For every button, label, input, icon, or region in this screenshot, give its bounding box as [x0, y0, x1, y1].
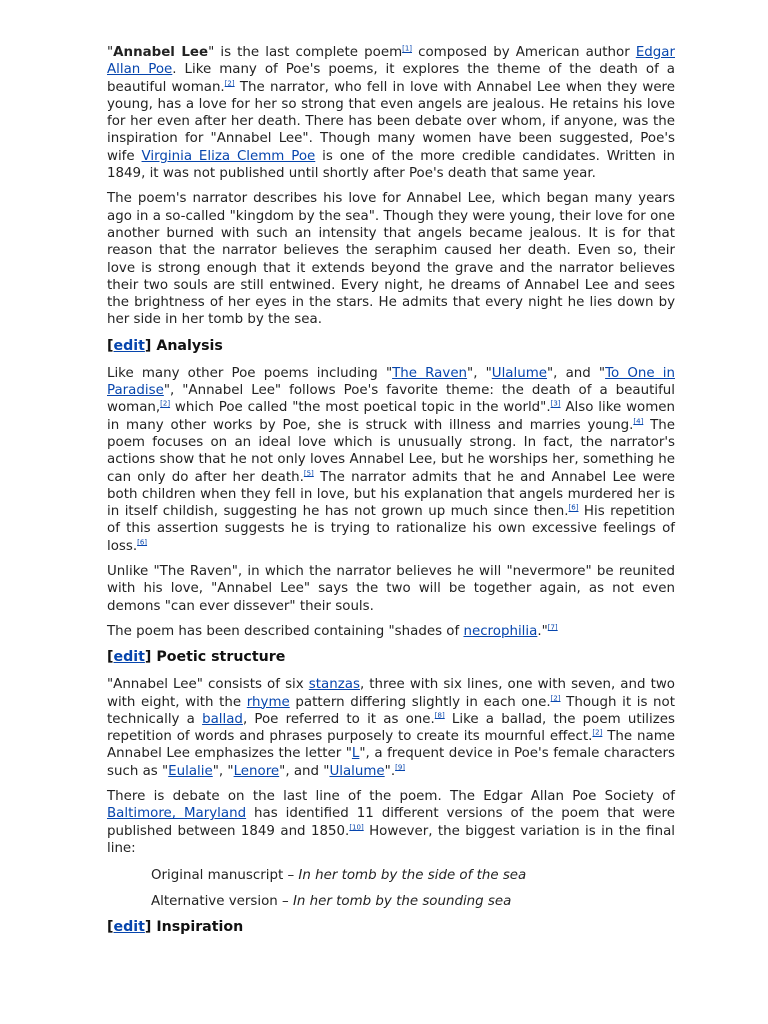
- link-edgar-allan-poe[interactable]: Edgar Allan Poe: [107, 45, 675, 78]
- link-the-raven[interactable]: The Raven: [392, 365, 468, 381]
- link-ulalume[interactable]: Ulalume: [329, 763, 385, 779]
- text: There is debate on the last line of the poem. The Edgar Allan Poe Society of: [107, 788, 675, 804]
- citation-4[interactable]: [633, 417, 643, 425]
- citation-1[interactable]: [402, 45, 412, 53]
- section-title: Inspiration: [151, 919, 244, 936]
- necrophilia-paragraph: [107, 623, 675, 640]
- citation-5[interactable]: [304, 469, 314, 477]
- citation-8[interactable]: [435, 711, 445, 719]
- text: The name Annabel Lee emphasizes the letter ": [107, 729, 675, 762]
- text: pattern differing slightly in each one.: [289, 694, 551, 710]
- text: ", and ": [279, 763, 330, 779]
- citation-9[interactable]: [395, 763, 405, 771]
- text: ", "Annabel Lee" follows Poe's favorite theme: the death of a beautiful woman,: [107, 383, 675, 416]
- analysis-paragraph: [107, 365, 675, 555]
- text: .": [537, 623, 548, 639]
- citation-link[interactable]: [2]: [550, 694, 561, 703]
- text: , three with six lines, one with seven, and two with eight, with the: [107, 677, 675, 710]
- text: ", and ": [547, 365, 606, 381]
- quote-label: Alternative version –: [151, 894, 293, 910]
- section-heading-poetic-structure: [107, 648, 675, 666]
- structure-paragraph: [107, 676, 675, 780]
- text: , Poe referred to it as one.: [242, 711, 435, 727]
- text: The poem focuses on an ideal love which is unusually strong. In fact, the narrator's actions show that he not only loves Annabel Lee, but he worships her, something he can only do after her death.: [107, 417, 675, 485]
- citation-link[interactable]: [2]: [592, 728, 603, 737]
- quote-alternative-version: [151, 892, 675, 912]
- text: Though it is not technically a: [107, 694, 675, 727]
- citation-link[interactable]: [6]: [568, 503, 579, 512]
- link-rhyme[interactable]: rhyme: [246, 694, 290, 710]
- quote-text: In her tomb by the side of the sea: [298, 868, 527, 884]
- article-title-bold: Annabel Lee: [113, 45, 209, 60]
- text: which Poe called "the most poetical topic in the world".: [170, 400, 551, 416]
- section-heading-inspiration: [107, 918, 675, 936]
- link-eulalie[interactable]: Eulalie: [168, 763, 213, 779]
- edit-link-poetic-structure[interactable]: edit: [113, 649, 145, 666]
- link-to-one-in-paradise[interactable]: To One in Paradise: [107, 365, 675, 399]
- narrator-paragraph: The poem's narrator describes his love for Annabel Lee, which began many years ago in a so-called "kingdom by the sea". Though they were young, their love for one another burned with such an intensity that angels became jealous. It is for that reason that the narrator believes the seraphim caused her death. Even so, their love is strong enough that it extends beyond the grave and the narrator believes their two souls are still entwined. Every night, he dreams of Annabel Lee and sees the brightness of her eyes in the stars. He admits that every night he lies down by her side in her tomb by the sea.: [107, 191, 675, 328]
- text: The narrator admits that he and Annabel Lee were both children when they fell in love, but his explanation that angels murdered her is in itself childish, suggesting he has not grown up much since then.: [107, 469, 675, 520]
- text: composed by American author: [412, 45, 636, 60]
- bracket: [: [107, 337, 114, 354]
- section-title: Analysis: [151, 337, 223, 354]
- citation-link[interactable]: [4]: [633, 417, 644, 426]
- link-stanzas[interactable]: stanzas: [308, 677, 360, 693]
- quote-original-manuscript: [151, 866, 675, 886]
- bracket: [: [107, 649, 114, 666]
- link-virginia-clemm-poe[interactable]: Virginia Eliza Clemm Poe: [141, 148, 316, 164]
- text: Like many other Poe poems including ": [107, 365, 393, 381]
- text: ", ": [467, 365, 492, 381]
- citation-link[interactable]: [10]: [349, 823, 364, 832]
- article-body: [107, 44, 675, 946]
- citation-link[interactable]: [3]: [550, 399, 561, 408]
- text: "Annabel Lee" consists of six: [107, 677, 309, 693]
- link-necrophilia[interactable]: necrophilia: [463, 623, 538, 639]
- quote-label: Original manuscript –: [151, 868, 299, 884]
- citation-2[interactable]: [225, 79, 235, 87]
- citation-6[interactable]: [569, 504, 579, 512]
- raven-comparison-paragraph: Unlike "The Raven", in which the narrator believes he will "nevermore" be reunited with his love, "Annabel Lee" says the two will be together again, as not even demons "can ever dissever" their souls.: [107, 564, 675, 614]
- text: The narrator, who fell in love with Annabel Lee when they were young, has a love for her so strong that even angels are jealous. He retains his love for her even after her death. There has been debate over whom, if anyone, was the inspiration for "Annabel Lee". Though many women have been suggested, Poe's wife: [107, 79, 676, 164]
- citation-link[interactable]: [1]: [402, 44, 413, 53]
- text: The poem has been described containing "shades of: [107, 623, 464, 639]
- citation-2[interactable]: [592, 729, 602, 737]
- text: Like a ballad, the poem utilizes repetition of words and phrases purposely to create its mournful effect.: [107, 711, 675, 745]
- text: ".: [384, 763, 396, 779]
- citation-10[interactable]: [349, 823, 363, 831]
- text: Also like women in many other works by Poe, she is struck with illness and marries young.: [107, 400, 675, 433]
- citation-link[interactable]: [8]: [434, 711, 445, 720]
- intro-paragraph: [107, 44, 675, 182]
- edit-link-analysis[interactable]: edit: [113, 337, 145, 354]
- citation-3[interactable]: [551, 400, 561, 408]
- text: has identified 11 different versions of the poem that were published between 1849 and 1850.: [107, 806, 675, 839]
- text: ", ": [212, 763, 234, 779]
- text: ": [107, 45, 114, 60]
- section-title: Poetic structure: [151, 649, 286, 666]
- bracket: [: [107, 919, 114, 936]
- link-ballad[interactable]: ballad: [202, 711, 243, 727]
- citation-2[interactable]: [160, 400, 170, 408]
- citation-6[interactable]: [137, 538, 147, 546]
- bracket: ]: [144, 919, 152, 936]
- citation-7[interactable]: [548, 623, 558, 631]
- link-letter-l[interactable]: L: [351, 746, 360, 762]
- citation-link[interactable]: [2]: [224, 79, 235, 88]
- citation-link[interactable]: [6]: [137, 538, 148, 547]
- text: . Like many of Poe's poems, it explores the theme of the death of a beautiful woman.: [107, 62, 675, 95]
- text: His repetition of this assertion suggests he is trying to rationalize his own excessive feelings of loss.: [107, 504, 675, 554]
- link-ulalume[interactable]: Ulalume: [491, 365, 547, 381]
- text: " is the last complete poem: [208, 45, 403, 60]
- citation-link[interactable]: [2]: [160, 399, 171, 408]
- bracket: ]: [144, 649, 152, 666]
- citation-2[interactable]: [551, 694, 561, 702]
- citation-link[interactable]: [5]: [303, 469, 314, 478]
- link-lenore[interactable]: Lenore: [233, 763, 280, 779]
- text: ", a frequent device in Poe's female characters such as ": [107, 746, 675, 779]
- citation-link[interactable]: [9]: [395, 763, 406, 772]
- link-baltimore-maryland[interactable]: Baltimore, Maryland: [107, 806, 247, 822]
- citation-link[interactable]: [7]: [547, 623, 558, 632]
- last-line-debate-paragraph: [107, 788, 675, 857]
- edit-link-inspiration[interactable]: edit: [113, 919, 145, 936]
- text: is one of the more credible candidates. Written in 1849, it was not published until shortly after Poe's death that same year.: [107, 148, 675, 182]
- section-heading-analysis: [107, 337, 675, 355]
- bracket: ]: [144, 337, 152, 354]
- quote-text: In her tomb by the sounding sea: [292, 894, 512, 910]
- text: However, the biggest variation is in the final line:: [107, 823, 675, 856]
